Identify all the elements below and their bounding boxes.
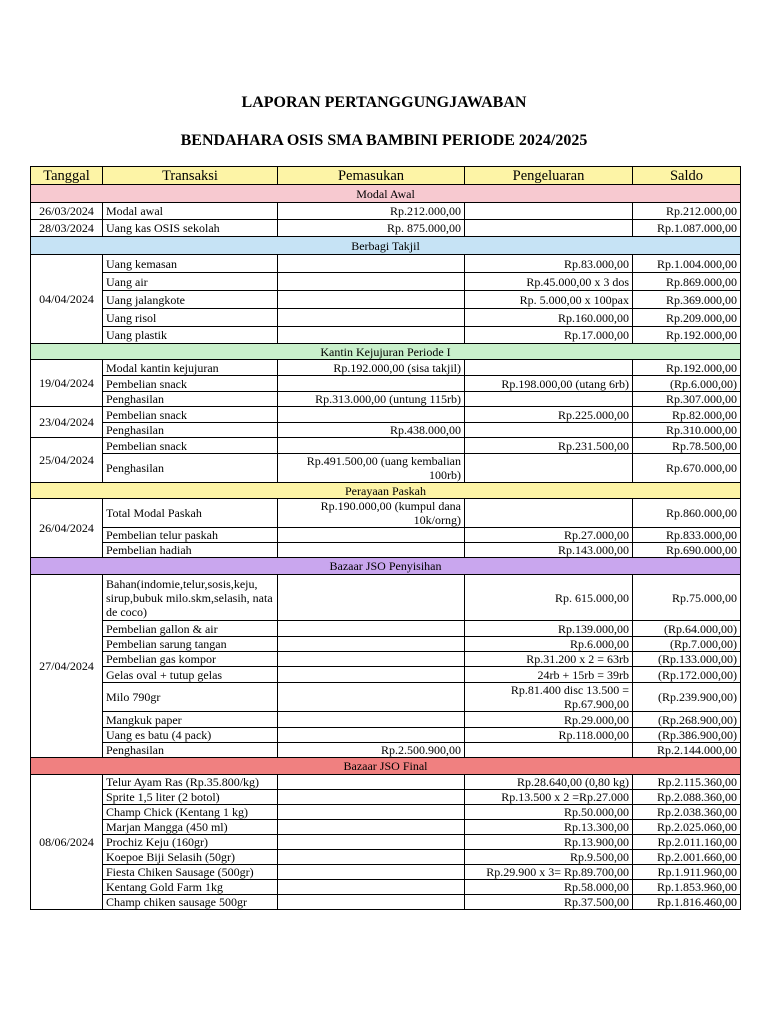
section-heading: Bazaar JSO Final <box>31 758 741 775</box>
transaction-cell: Champ Chick (Kentang 1 kg) <box>103 805 278 820</box>
transaction-cell: Gelas oval + tutup gelas <box>103 667 278 683</box>
transaction-cell: Penghasilan <box>103 743 278 758</box>
balance-cell: Rp.369.000,00 <box>633 291 741 309</box>
table-row <box>31 790 741 805</box>
section-row <box>31 483 741 499</box>
transaction-cell: Pembelian snack <box>103 376 278 392</box>
date-cell: 27/04/2024 <box>31 575 103 758</box>
income-cell: Rp.190.000,00 (kumpul dana 10k/orng) <box>278 499 465 528</box>
expense-cell: Rp.50.000,00 <box>465 805 633 820</box>
transaction-cell: Telur Ayam Ras (Rp.35.800/kg) <box>103 775 278 790</box>
table-row <box>31 652 741 667</box>
expense-cell: Rp.118.000,00 <box>465 728 633 743</box>
section-row <box>31 185 741 203</box>
expense-cell: Rp.83.000,00 <box>465 255 633 273</box>
table-row <box>31 528 741 543</box>
income-cell <box>278 880 465 895</box>
report-subtitle: BENDAHARA OSIS SMA BAMBINI PERIODE 2024/2025 <box>180 132 588 149</box>
income-cell <box>278 805 465 820</box>
balance-cell: Rp.670.000,00 <box>633 454 741 483</box>
balance-cell: Rp.1.911.960,00 <box>633 865 741 880</box>
income-cell <box>278 790 465 805</box>
section-row <box>31 758 741 775</box>
balance-cell: (Rp.268.900,00) <box>633 712 741 728</box>
table-row <box>31 543 741 558</box>
balance-cell: Rp.78.500,00 <box>633 438 741 454</box>
table-row <box>31 880 741 895</box>
expense-cell: Rp.58.000,00 <box>465 880 633 895</box>
balance-cell: Rp.833.000,00 <box>633 528 741 543</box>
balance-cell: Rp.690.000,00 <box>633 543 741 558</box>
income-cell <box>278 543 465 558</box>
expense-cell: Rp.139.000,00 <box>465 621 633 637</box>
balance-cell: (Rp.386.900,00) <box>633 728 741 743</box>
expense-cell <box>465 454 633 483</box>
balance-cell: Rp.209.000,00 <box>633 309 741 327</box>
expense-cell: Rp.225.000,00 <box>465 407 633 423</box>
balance-cell: Rp.1.004.000,00 <box>633 255 741 273</box>
table-row <box>31 376 741 392</box>
balance-cell: (Rp.7.000,00) <box>633 637 741 652</box>
transaction-cell: Penghasilan <box>103 392 278 407</box>
income-cell <box>278 621 465 637</box>
table-row <box>31 438 741 454</box>
transaction-cell: Uang es batu (4 pack) <box>103 728 278 743</box>
table-row <box>31 850 741 865</box>
income-cell <box>278 667 465 683</box>
income-cell <box>278 376 465 392</box>
balance-cell: Rp.212.000,00 <box>633 203 741 220</box>
expense-cell: Rp.13.300,00 <box>465 820 633 835</box>
date-cell: 25/04/2024 <box>31 438 103 483</box>
balance-cell: Rp.2.038.360,00 <box>633 805 741 820</box>
income-cell <box>278 775 465 790</box>
expense-cell: Rp.29.900 x 3= Rp.89.700,00 <box>465 865 633 880</box>
expense-cell: Rp.13.900,00 <box>465 835 633 850</box>
income-cell <box>278 273 465 291</box>
table-row <box>31 712 741 728</box>
table-row <box>31 291 741 309</box>
transaction-cell: Total Modal Paskah <box>103 499 278 528</box>
transaction-cell: Bahan(indomie,telur,sosis,keju, sirup,bubuk milo.skm,selasih, nata de coco) <box>103 575 278 621</box>
transaction-cell: Modal awal <box>103 203 278 220</box>
expense-cell <box>465 423 633 438</box>
income-cell <box>278 835 465 850</box>
balance-cell: Rp.1.087.000,00 <box>633 220 741 237</box>
transaction-cell: Pembelian snack <box>103 438 278 454</box>
income-cell <box>278 407 465 423</box>
table-row <box>31 835 741 850</box>
expense-cell: Rp.198.000,00 (utang 6rb) <box>465 376 633 392</box>
table-row <box>31 621 741 637</box>
expense-cell: Rp.28.640,00 (0,80 kg) <box>465 775 633 790</box>
transaction-cell: Pembelian telur paskah <box>103 528 278 543</box>
income-cell <box>278 652 465 667</box>
income-cell <box>278 683 465 712</box>
table-row <box>31 392 741 407</box>
balance-cell: Rp.1.816.460,00 <box>633 895 741 910</box>
report-title: LAPORAN PERTANGGUNGJAWABAN <box>241 94 527 111</box>
col-header-pemasukan: Pemasukan <box>278 167 465 185</box>
date-cell: 28/03/2024 <box>31 220 103 237</box>
income-cell <box>278 575 465 621</box>
income-cell <box>278 291 465 309</box>
expense-cell: Rp. 615.000,00 <box>465 575 633 621</box>
transaction-cell: Pembelian gas kompor <box>103 652 278 667</box>
table-row <box>31 255 741 273</box>
section-row <box>31 237 741 255</box>
expense-cell: Rp.81.400 disc 13.500 = Rp.67.900,00 <box>465 683 633 712</box>
balance-cell: Rp.860.000,00 <box>633 499 741 528</box>
income-cell <box>278 895 465 910</box>
table-row <box>31 203 741 220</box>
table-row <box>31 667 741 683</box>
transaction-cell: Milo 790gr <box>103 683 278 712</box>
balance-cell: Rp.2.001.660,00 <box>633 850 741 865</box>
date-cell: 23/04/2024 <box>31 407 103 438</box>
table-row <box>31 820 741 835</box>
transaction-cell: Marjan Mangga (450 ml) <box>103 820 278 835</box>
section-heading: Perayaan Paskah <box>31 483 741 499</box>
table-row <box>31 407 741 423</box>
balance-cell: Rp.75.000,00 <box>633 575 741 621</box>
income-cell: Rp.2.500.900,00 <box>278 743 465 758</box>
table-row <box>31 499 741 528</box>
table-row <box>31 728 741 743</box>
expense-cell: Rp.27.000,00 <box>465 528 633 543</box>
col-header-pengeluaran: Pengeluaran <box>465 167 633 185</box>
balance-cell: Rp.869.000,00 <box>633 273 741 291</box>
income-cell: Rp.438.000,00 <box>278 423 465 438</box>
section-heading: Bazaar JSO Penyisihan <box>31 558 741 575</box>
transaction-cell: Koepoe Biji Selasih (50gr) <box>103 850 278 865</box>
section-heading: Modal Awal <box>31 185 741 203</box>
income-cell <box>278 728 465 743</box>
transaction-cell: Sprite 1,5 liter (2 botol) <box>103 790 278 805</box>
date-cell: 04/04/2024 <box>31 255 103 344</box>
transaction-cell: Pembelian gallon & air <box>103 621 278 637</box>
income-cell <box>278 712 465 728</box>
table-row <box>31 360 741 376</box>
transaction-cell: Uang kas OSIS sekolah <box>103 220 278 237</box>
transaction-cell: Uang jalangkote <box>103 291 278 309</box>
balance-cell: Rp.82.000,00 <box>633 407 741 423</box>
expense-cell <box>465 499 633 528</box>
transaction-cell: Uang kemasan <box>103 255 278 273</box>
expense-cell: Rp.45.000,00 x 3 dos <box>465 273 633 291</box>
table-row <box>31 220 741 237</box>
balance-cell: (Rp.133.000,00) <box>633 652 741 667</box>
expense-cell: Rp. 5.000,00 x 100pax <box>465 291 633 309</box>
expense-cell <box>465 203 633 220</box>
income-cell: Rp. 875.000,00 <box>278 220 465 237</box>
balance-cell: Rp.2.144.000,00 <box>633 743 741 758</box>
transaction-cell: Mangkuk paper <box>103 712 278 728</box>
table-body <box>31 185 741 910</box>
income-cell <box>278 327 465 344</box>
col-header-saldo: Saldo <box>633 167 741 185</box>
table-row <box>31 805 741 820</box>
transaction-cell: Pembelian hadiah <box>103 543 278 558</box>
table-row <box>31 637 741 652</box>
transaction-cell: Fiesta Chiken Sausage (500gr) <box>103 865 278 880</box>
transaction-cell: Kentang Gold Farm 1kg <box>103 880 278 895</box>
expense-cell <box>465 360 633 376</box>
income-cell <box>278 850 465 865</box>
balance-cell: Rp.192.000,00 <box>633 360 741 376</box>
section-heading: Kantin Kejujuran Periode I <box>31 344 741 360</box>
table-row <box>31 683 741 712</box>
balance-cell: Rp.2.115.360,00 <box>633 775 741 790</box>
col-header-tanggal: Tanggal <box>31 167 103 185</box>
balance-cell: Rp.2.088.360,00 <box>633 790 741 805</box>
balance-cell: (Rp.239.900,00) <box>633 683 741 712</box>
balance-cell: Rp.2.011.160,00 <box>633 835 741 850</box>
expense-cell: 24rb + 15rb = 39rb <box>465 667 633 683</box>
date-cell: 26/04/2024 <box>31 499 103 558</box>
transaction-cell: Penghasilan <box>103 454 278 483</box>
expense-cell: Rp.160.000,00 <box>465 309 633 327</box>
transaction-cell: Pembelian sarung tangan <box>103 637 278 652</box>
balance-cell: (Rp.172.000,00) <box>633 667 741 683</box>
date-cell: 26/03/2024 <box>31 203 103 220</box>
expense-cell: Rp.29.000,00 <box>465 712 633 728</box>
balance-cell: (Rp.64.000,00) <box>633 621 741 637</box>
income-cell <box>278 528 465 543</box>
income-cell: Rp.192.000,00 (sisa takjil) <box>278 360 465 376</box>
table-row <box>31 575 741 621</box>
table-row <box>31 454 741 483</box>
income-cell <box>278 309 465 327</box>
table-row <box>31 423 741 438</box>
balance-cell: (Rp.6.000,00) <box>633 376 741 392</box>
income-cell <box>278 255 465 273</box>
table-row <box>31 775 741 790</box>
transaction-table <box>30 166 741 910</box>
expense-cell: Rp.31.200 x 2 = 63rb <box>465 652 633 667</box>
table-row <box>31 865 741 880</box>
income-cell <box>278 637 465 652</box>
table-row <box>31 273 741 291</box>
table-row <box>31 743 741 758</box>
income-cell <box>278 865 465 880</box>
expense-cell: Rp.143.000,00 <box>465 543 633 558</box>
transaction-cell: Uang air <box>103 273 278 291</box>
expense-cell: Rp.9.500,00 <box>465 850 633 865</box>
expense-cell <box>465 392 633 407</box>
expense-cell: Rp.37.500,00 <box>465 895 633 910</box>
balance-cell: Rp.192.000,00 <box>633 327 741 344</box>
date-cell: 19/04/2024 <box>31 360 103 407</box>
expense-cell: Rp.13.500 x 2 =Rp.27.000 <box>465 790 633 805</box>
table-header-row <box>31 167 741 185</box>
transaction-cell: Uang plastik <box>103 327 278 344</box>
transaction-cell: Penghasilan <box>103 423 278 438</box>
expense-cell: Rp.17.000,00 <box>465 327 633 344</box>
expense-cell: Rp.231.500,00 <box>465 438 633 454</box>
table-row <box>31 327 741 344</box>
transaction-cell: Prochiz Keju (160gr) <box>103 835 278 850</box>
section-row <box>31 344 741 360</box>
income-cell: Rp.212.000,00 <box>278 203 465 220</box>
income-cell <box>278 820 465 835</box>
income-cell: Rp.313.000,00 (untung 115rb) <box>278 392 465 407</box>
expense-cell <box>465 743 633 758</box>
date-cell: 08/06/2024 <box>31 775 103 910</box>
income-cell <box>278 438 465 454</box>
col-header-transaksi: Transaksi <box>103 167 278 185</box>
balance-cell: Rp.310.000,00 <box>633 423 741 438</box>
expense-cell: Rp.6.000,00 <box>465 637 633 652</box>
section-row <box>31 558 741 575</box>
transaction-cell: Modal kantin kejujuran <box>103 360 278 376</box>
transaction-cell: Pembelian snack <box>103 407 278 423</box>
balance-cell: Rp.307.000,00 <box>633 392 741 407</box>
income-cell: Rp.491.500,00 (uang kembalian 100rb) <box>278 454 465 483</box>
table-row <box>31 309 741 327</box>
transaction-cell: Uang risol <box>103 309 278 327</box>
transaction-cell: Champ chiken sausage 500gr <box>103 895 278 910</box>
balance-cell: Rp.2.025.060,00 <box>633 820 741 835</box>
expense-cell <box>465 220 633 237</box>
balance-cell: Rp.1.853.960,00 <box>633 880 741 895</box>
section-heading: Berbagi Takjil <box>31 237 741 255</box>
table-row <box>31 895 741 910</box>
